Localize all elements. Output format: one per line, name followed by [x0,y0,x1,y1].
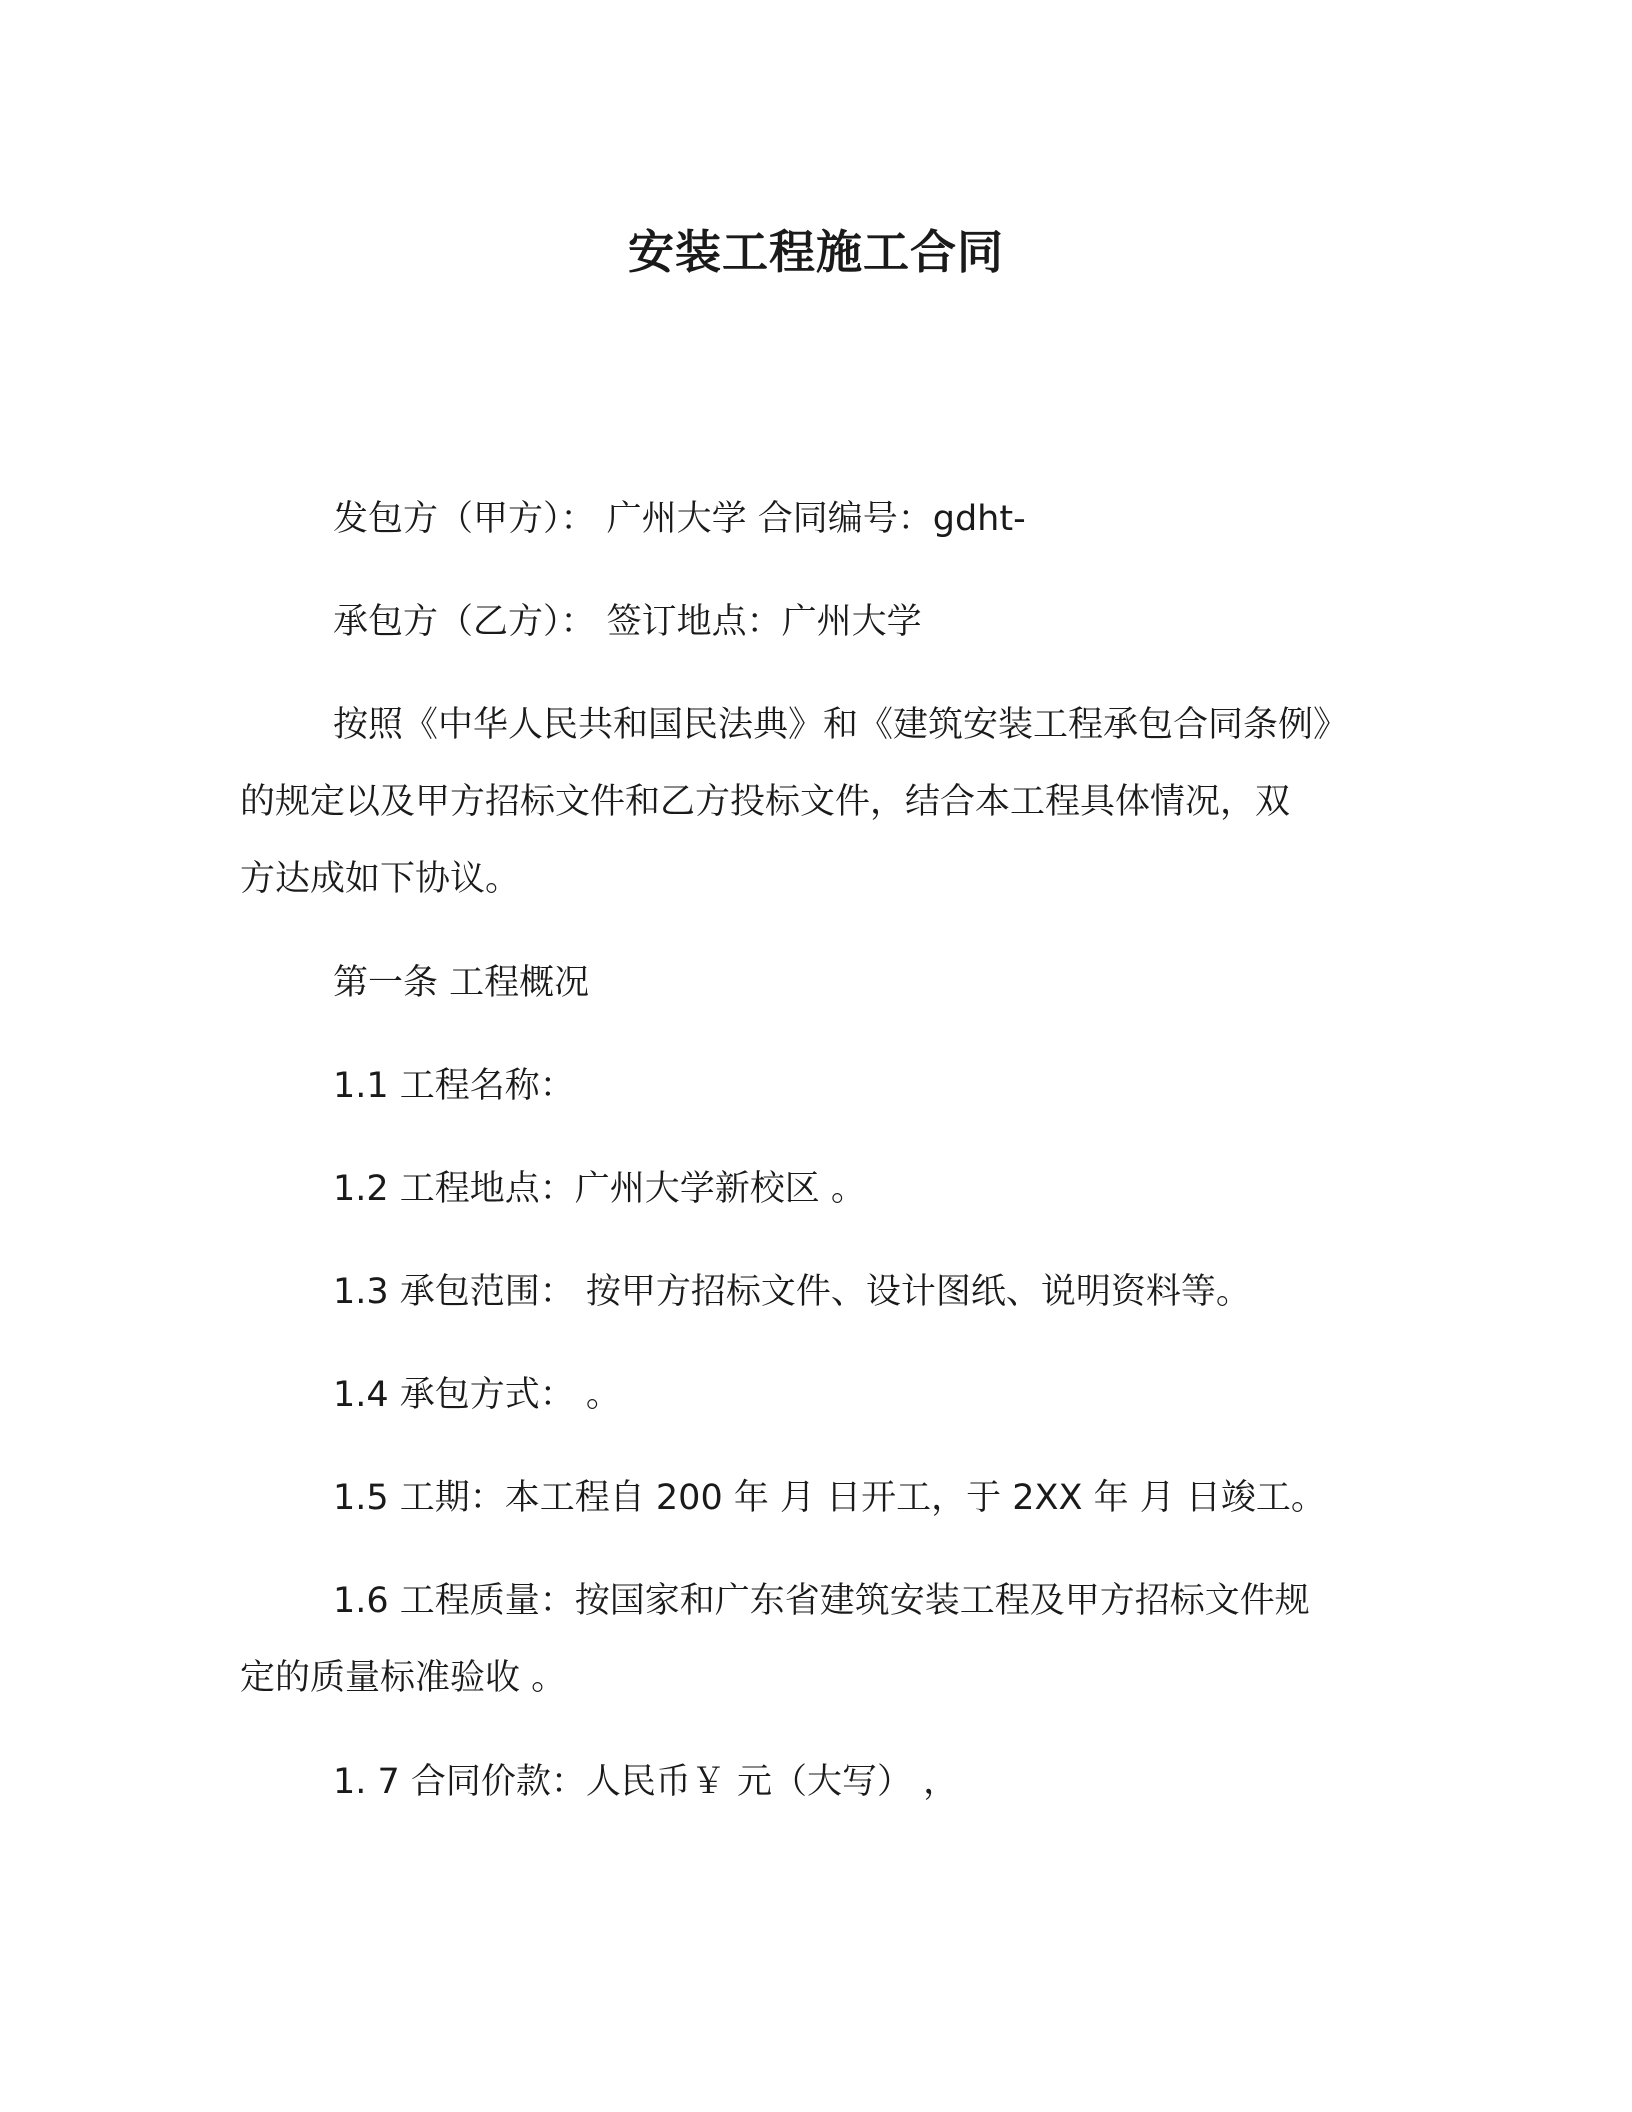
clause-1-5: 1.5 工期：本工程自 200 年 月 日开工，于 2XX 年 月 日竣工。 [333,1478,1326,1518]
preamble-line-2: 的规定以及甲方招标文件和乙方投标文件，结合本工程具体情况，双 [240,782,1291,822]
clause-1-1: 1.1 工程名称： [333,1066,575,1106]
clause-1-6-line-1: 1.6 工程质量：按国家和广东省建筑安装工程及甲方招标文件规 [333,1581,1310,1621]
preamble-line-3: 方达成如下协议。 [240,859,521,899]
party-b-line: 承包方（乙方）： 签订地点：广州大学 [333,602,922,642]
clause-1-6-line-2: 定的质量标准验收 。 [240,1658,567,1698]
preamble-line-1: 按照《中华人民共和国民法典》和《建筑安装工程承包合同条例》 [333,705,1349,745]
clause-1-2: 1.2 工程地点：广州大学新校区 。 [333,1169,866,1209]
clause-1-4: 1.4 承包方式： 。 [333,1375,621,1415]
document-title: 安装工程施工合同 [628,225,1004,279]
clause-1-7: 1. 7 合同价款：人民币￥ 元（大写） ， [333,1762,959,1802]
article-1-heading: 第一条 工程概况 [333,963,590,1003]
clause-1-3: 1.3 承包范围： 按甲方招标文件、设计图纸、说明资料等。 [333,1272,1251,1312]
party-a-line: 发包方（甲方）： 广州大学 合同编号：gdht- [333,499,1026,539]
